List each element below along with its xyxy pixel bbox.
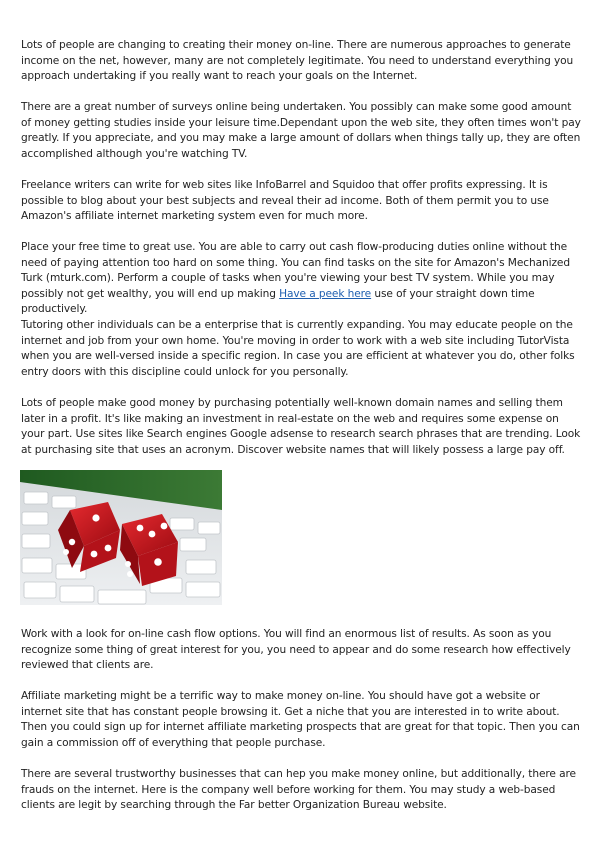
paragraph-3: Freelance writers can write for web sites like InfoBarrel and Squidoo that offer profits expressing. It is possible to blog about your best subjects and reveal their ad income. Both of them permit you to use Amazon's affiliate internet marketing system even for much more. <box>21 179 549 223</box>
paragraph-1: Lots of people are changing to creating their money on-line. There are numerous approaches to generate income on the net, however, many are not completely legitimate. You need to understand everything you approach undertaking if you really want to reach your goals on the Internet. <box>21 39 574 83</box>
paragraph-6: Lots of people make good money by purchasing potentially well-known domain names and selling them later in a profit. It's like making an investment in real-estate on the web and requires some expense on your part. Use sites like Search engines Google adsense to research search phrases that are trending. Look at purchasing site that uses an acronym. Discover website names that will likely possess a large pay off. <box>21 397 581 456</box>
paragraph-2: There are a great number of surveys online being undertaken. You possibly can make some good amount of money getting studies inside your leisure time.Dependant upon the web site, they often times won't pay greatly. If you appreciate, and you may make a large amount of dollars when things tally up, they are often accomplished although you're watching TV. <box>21 101 581 160</box>
paragraph-4-text-start: Place your free time to great use. You are able to carry out cash flow-producing duties online without the need of paying attention too hard on some thing. You can find tasks on the site for Amazon's Mechanized Turk (mturk.com). Perform a couple of tasks when you're viewing your best TV system. While you may possibly not get wealthy, you will end up making <box>21 241 570 300</box>
paragraph-9: There are several trustworthy businesses that can hep you make money online, but additionally, there are frauds on the internet. Here is the company well before working for them. You may study a web-based clients are legit by searching through the Far better Organization Bureau website. <box>21 768 576 812</box>
paragraph-4-text-end: use of your straight down time productively. <box>21 287 535 316</box>
paragraph-7: Work with a look for on-line cash flow options. You will find an enormous list of results. As soon as you recognize some thing of great interest for you, you need to appear and do some research how effectively reviewed that clients are. <box>21 628 571 672</box>
have-a-peek-link[interactable]: Have a peek here <box>279 287 372 300</box>
paragraph-5: Tutoring other individuals can be a enterprise that is currently expanding. You may educate people on the internet and job from your own home. You're moving in order to work with a web site including TutorVista when you are well-versed inside a specific region. In case you are efficient at whatever you do, other folks entry doors with this discipline could unlock for you personally. <box>21 319 575 378</box>
paragraph-4 <box>21 240 581 318</box>
dice-on-keyboard-photo <box>20 470 222 605</box>
paragraph-8: Affiliate marketing might be a terrific way to make money on-line. You should have got a website or internet site that has constant people browsing it. Get a niche that you are interested in to write about. Then you could sign up for internet affiliate marketing prospects that are great for that topic. Then you can gain a commission off of everything that people purchase. <box>21 690 580 749</box>
